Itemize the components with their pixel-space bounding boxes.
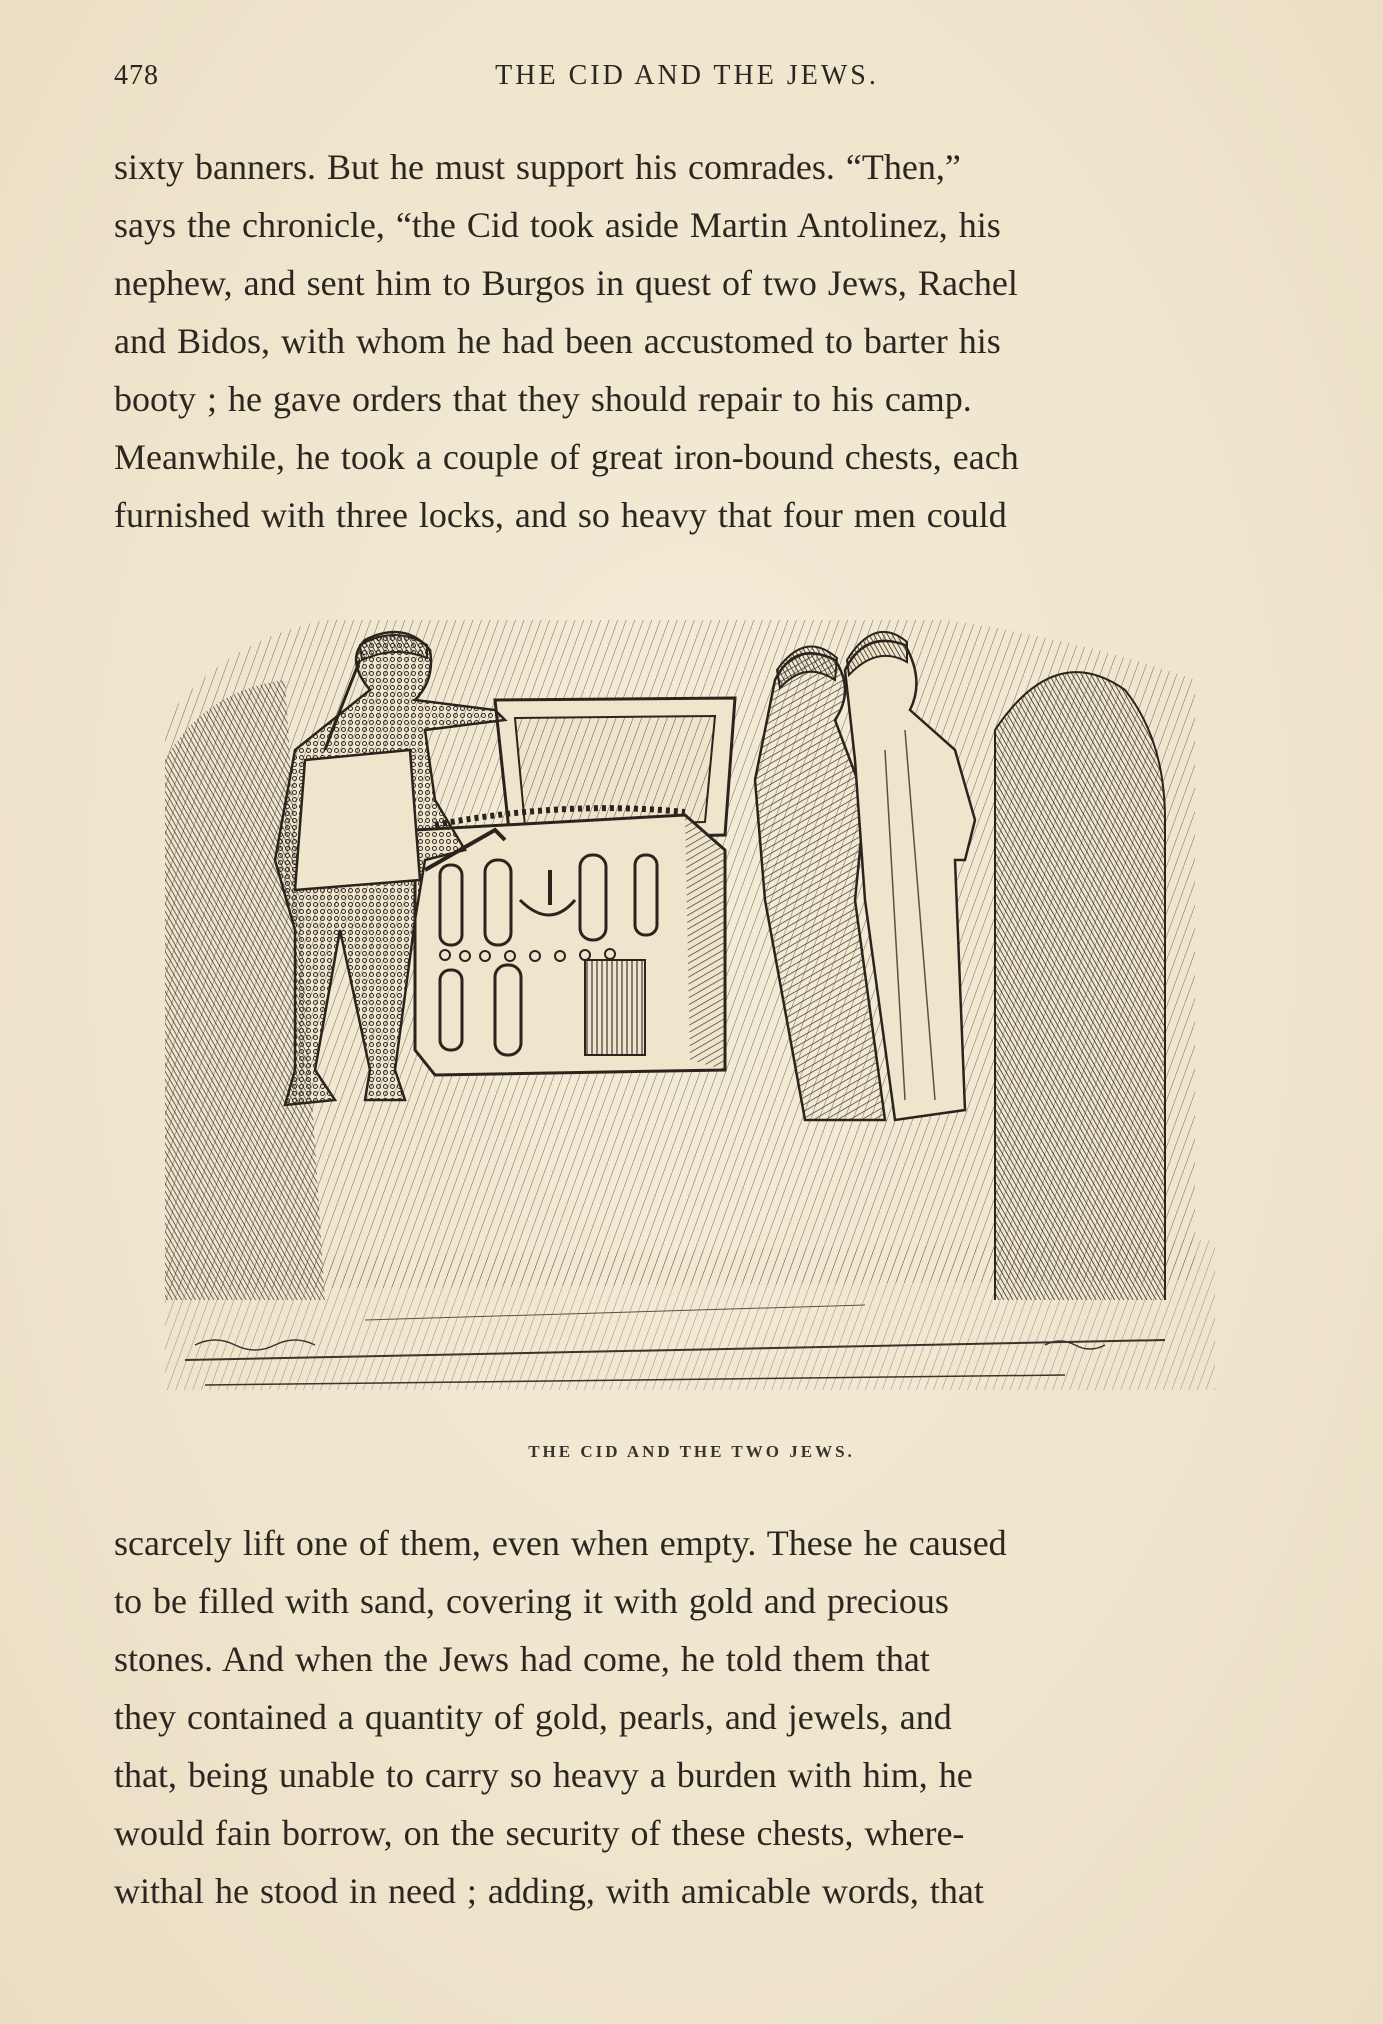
text-line: Meanwhile, he took a couple of great iron-bound chests, each bbox=[114, 437, 1019, 477]
text-line: and Bidos, with whom he had been accustomed to barter his bbox=[114, 321, 1001, 361]
text-line: stones. And when the Jews had come, he told them that bbox=[114, 1639, 930, 1679]
illustration-caption: THE CID AND THE TWO JEWS. bbox=[528, 1442, 855, 1461]
text-line: says the chronicle, “the Cid took aside Martin Antolinez, his bbox=[114, 205, 1001, 245]
text-line: to be filled with sand, covering it with gold and precious bbox=[114, 1581, 949, 1621]
text-line: they contained a quantity of gold, pearls, and jewels, and bbox=[114, 1697, 952, 1737]
body-text-bottom bbox=[114, 1514, 1260, 1920]
page-number: 478 bbox=[114, 60, 159, 91]
text-line: that, being unable to carry so heavy a burden with him, he bbox=[114, 1755, 973, 1795]
text-line: nephew, and sent him to Burgos in quest of two Jews, Rachel bbox=[114, 263, 1018, 303]
body-text-top bbox=[114, 138, 1260, 544]
arched-doorway bbox=[995, 672, 1165, 1300]
floor bbox=[165, 1240, 1215, 1390]
text-line: would fain borrow, on the security of these chests, where- bbox=[114, 1813, 965, 1853]
running-title: THE CID AND THE JEWS. bbox=[495, 60, 879, 91]
engraving-illustration bbox=[165, 600, 1215, 1410]
text-line: sixty banners. But he must support his comrades. “Then,” bbox=[114, 147, 961, 187]
text-line: furnished with three locks, and so heavy that four men could bbox=[114, 495, 1007, 535]
running-head bbox=[112, 60, 1262, 100]
text-line: scarcely lift one of them, even when empty. These he caused bbox=[114, 1523, 1007, 1563]
text-line: withal he stood in need ; adding, with amicable words, that bbox=[114, 1871, 984, 1911]
text-line: booty ; he gave orders that they should repair to his camp. bbox=[114, 379, 972, 419]
